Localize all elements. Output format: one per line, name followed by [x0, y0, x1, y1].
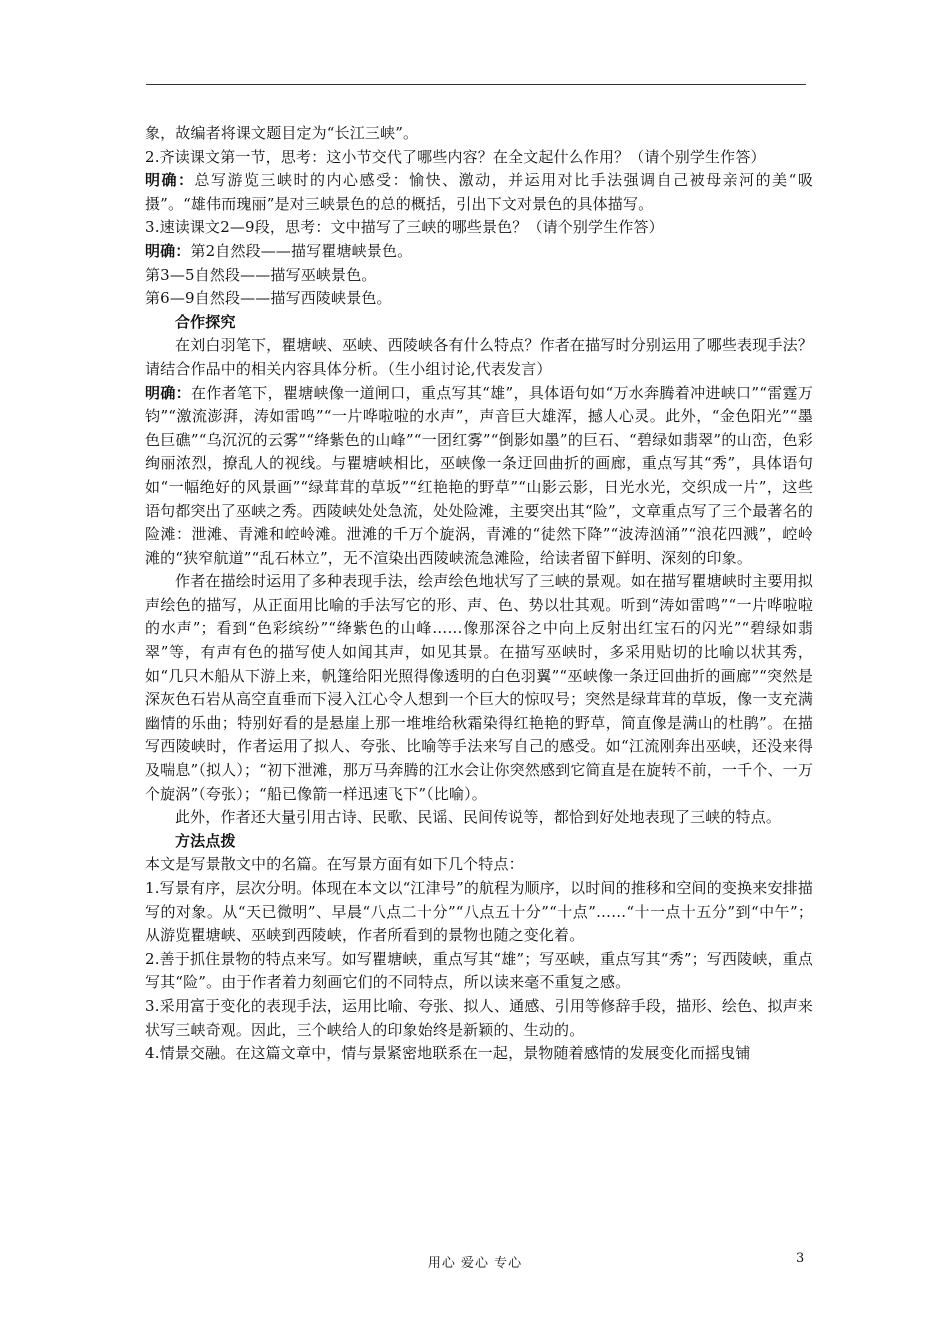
- answer-text: 第2自然段——描写瞿塘峡景色。: [190, 241, 413, 260]
- text-line: 第3—5自然段——描写巫峡景色。: [145, 265, 377, 284]
- text-line: 象，故编者将课文题目定为“长江三峡”。: [145, 124, 419, 142]
- list-item: 1.写景有序，层次分明。体现在本文以“江津号”的航程为顺序，以时间的推移和空间的变换来安排描写的对象。从“天已微明”、早晨“八点二十分”“八点五十分”“十点”……“十一点十五分”到“中午”；从游览瞿塘峡、巫峡到西陵峡，作者所看到的景物也随之变化着。: [145, 879, 813, 945]
- paragraph: 本文是写景散文中的名篇。在写景方面有如下几个特点：: [145, 855, 524, 874]
- paragraph: 作者在描绘时运用了多种表现手法，绘声绘色地状写了三峡的景观。如在描写瞿塘峡时主要用拟声绘色的描写，从正面用比喻的手法写它的形、声、色、势以壮其观。听到“涛如雷鸣”“一片哗啦啦的水声”；看到“色彩缤纷”“绛紫色的山峰……像那深谷之中向上反射出红宝石的闪光”“碧绿如翡翠”等，有声有色的描写使人如闻其声，如见其景。在描写巫峡时，多采用贴切的比喻以状其秀，如“几只木船从下游上来，帆篷给阳光照得像透明的白色羽翼”“巫峡像一条迂回曲折的画廊”“突然是深灰色石岩从高空直垂而下浸入江心令人想到一个巨大的惊叹号；突然是绿茸茸的草坂，像一支充满幽情的乐曲；特别好看的是悬崖上那一堆堆给秋霜染得红艳艳的野草，简直像是满山的杜鹃”。在描写西陵峡时，作者运用了拟人、夸张、比喻等手法来写自己的感受。如“江流刚奔出巫峡，还没来得及喘息”（拟人）；“初下泄滩，那万马奔腾的江水会让你突然感到它简直是在旋转不前，一千个、一万个旋涡”（夸张）；“船已像箭一样迅速飞下”（比喻）。: [145, 572, 813, 803]
- answer-paragraph: [145, 382, 813, 571]
- document-body: [145, 122, 813, 1066]
- answer-paragraph: [145, 240, 813, 264]
- list-item: 4.情景交融。在这篇文章中，情与景紧密地联系在一起，景物随着感情的发展变化而摇曳铺: [145, 1044, 751, 1063]
- section-heading-method: 方法点拨: [175, 831, 236, 850]
- list-item: 3.采用富于变化的表现手法，运用比喻、夸张、拟人、通感、引用等修辞手段，描形、绘色、拟声来状写三峡奇观。因此，三个峡给人的印象始终是新颖的、生动的。: [145, 996, 813, 1039]
- footer-motto: 用心 爱心 专心: [427, 1256, 523, 1271]
- section-heading-cooperation: 合作探究: [175, 312, 236, 331]
- list-item: 2.善于抓住景物的特点来写。如写瞿塘峡，重点写其“雄”；写巫峡，重点写其“秀”；写西陵峡，重点写其“险”。由于作者着力刻画它们的不同特点，所以读来毫不重复之感。: [145, 949, 813, 992]
- question-3: 3.速读课文2—9段，思考：文中描写了三峡的哪些景色？（请个别学生作答）: [145, 218, 664, 237]
- paragraph: 在刘白羽笔下，瞿塘峡、巫峡、西陵峡各有什么特点？作者在描写时分别运用了哪些表现手法？请结合作品中的相关内容具体分析。（生小组讨论,代表发言）: [145, 336, 813, 378]
- question-2: 2.齐读课文第一节，思考：这小节交代了哪些内容？在全文起什么作用？（请个别学生作答）: [145, 147, 766, 166]
- header-rule: [146, 84, 806, 85]
- page-number: 3: [796, 1251, 805, 1266]
- answer-label: 明确：: [145, 171, 195, 190]
- answer-paragraph: [145, 169, 813, 216]
- paragraph: 此外，作者还大量引用古诗、民歌、民谣、民间传说等，都恰到好处地表现了三峡的特点。: [175, 808, 782, 827]
- answer-label: 明确：: [145, 383, 191, 402]
- answer-label: 明确：: [145, 241, 191, 260]
- answer-text: 总写游览三峡时的内心感受：愉快、激动，并运用对比手法强调自己被母亲河的美“吸摄”。“雄伟而瑰丽”是对三峡景色的总的概括，引出下文对景色的具体描写。: [145, 171, 813, 213]
- answer-text: 在作者笔下，瞿塘峡像一道闸口，重点写其“雄”，具体语句如“万水奔腾着冲进峡口”“雷霆万钧”“激流澎湃，涛如雷鸣”“一片哗啦啦的水声”，声音巨大雄浑，撼人心灵。此外，“金色阳光”“墨色巨礁”“乌沉沉的云雾”“绛紫色的山峰”“一团红雾”“倒影如墨”的巨石、“碧绿如翡翠”的山峦，色彩绚丽浓烈，撩乱人的视线。与瞿塘峡相比，巫峡像一条迂回曲折的画廊，重点写其“秀”，具体语句如“一幅绝好的风景画”“绿茸茸的草坂”“红艳艳的野草”“山影云影，日光水光，交织成一片”，这些语句都突出了巫峡之秀。西陵峡处处急流，处处险滩，主要突出其“险”，文章重点写了三个最著名的险滩：泄滩、青滩和崆岭滩。泄滩的千万个旋涡，青滩的“徒然下降”“波涛汹涌”“浪花四溅”，崆岭滩的“狭窄航道”“乱石林立”，无不渲染出西陵峡流急滩险，给读者留下鲜明、深刻的印象。: [145, 383, 814, 567]
- text-line: 第6—9自然段——描写西陵峡景色。: [145, 289, 392, 308]
